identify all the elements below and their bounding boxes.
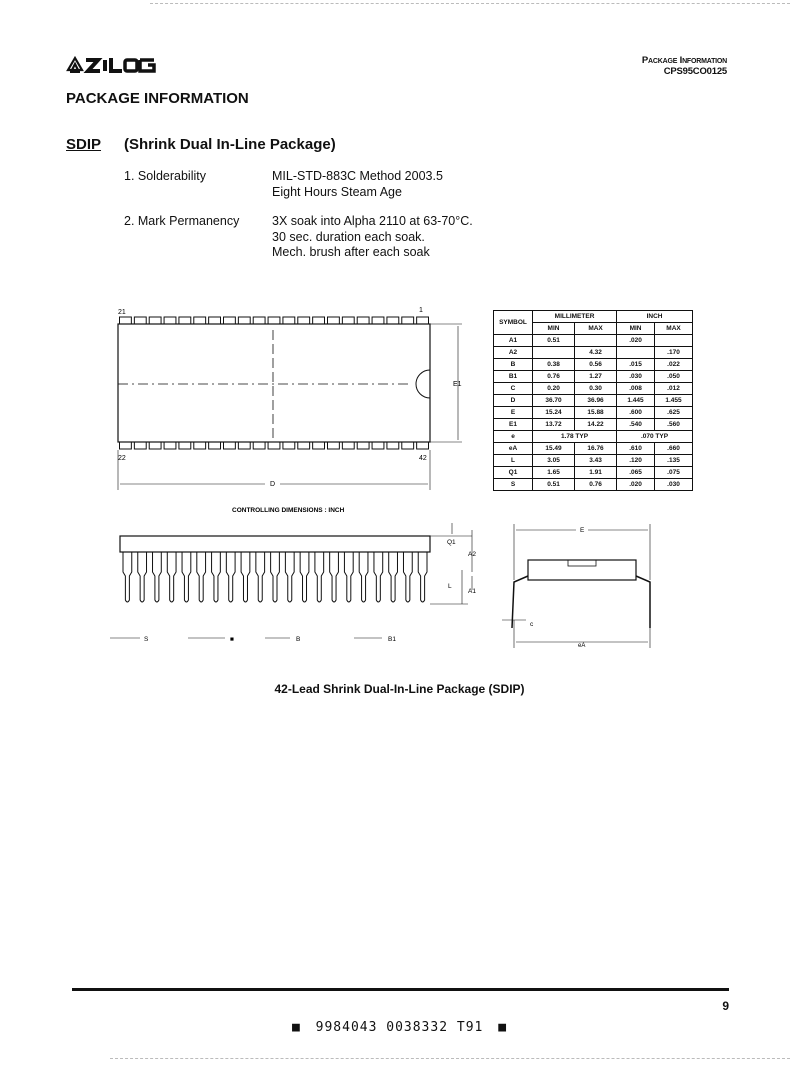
pin-top xyxy=(149,317,161,324)
dim-a1-label: A1 xyxy=(468,588,476,595)
table-row xyxy=(494,347,693,359)
cell-mm-min: 0.38 xyxy=(533,359,575,371)
dim-l-label: L xyxy=(448,583,452,590)
end-lead-right xyxy=(636,576,650,628)
pin-top xyxy=(357,317,369,324)
pin-top xyxy=(387,317,399,324)
dim-q1-label: Q1 xyxy=(447,539,456,546)
pin-bottom xyxy=(387,442,399,449)
cell-mm-max: 4.32 xyxy=(575,347,617,359)
cell-in-min: .120 xyxy=(617,455,655,467)
pin-top xyxy=(209,317,221,324)
cell-mm-min: 0.51 xyxy=(533,335,575,347)
pin-top xyxy=(238,317,250,324)
cell-mm-min: 13.72 xyxy=(533,419,575,431)
dim-c-label: c xyxy=(530,621,534,628)
cell-mm-min: 15.49 xyxy=(533,443,575,455)
side-body xyxy=(120,536,430,552)
side-lead xyxy=(300,552,309,602)
cell-in-min: .030 xyxy=(617,371,655,383)
spec-value-line: MIL-STD-883C Method 2003.5 xyxy=(272,169,443,183)
scan-line-bottom xyxy=(110,1058,790,1060)
top-pin-row xyxy=(120,317,429,324)
cell-mm-min: 0.51 xyxy=(533,479,575,491)
pin-bottom xyxy=(120,442,132,449)
side-lead xyxy=(256,552,265,602)
cell-in-min: .600 xyxy=(617,407,655,419)
barcode-block-right: ■ xyxy=(498,1020,508,1035)
cell-mm-min xyxy=(533,347,575,359)
side-lead xyxy=(344,552,353,602)
pin-top xyxy=(417,317,429,324)
side-lead xyxy=(212,552,221,602)
pin-bottom xyxy=(224,442,236,449)
pin-label-42: 42 xyxy=(419,455,427,462)
top-view-drawing xyxy=(100,300,480,520)
side-lead xyxy=(418,552,427,602)
dim-b-label: B xyxy=(296,636,301,643)
spec-value-line: 30 sec. duration each soak. xyxy=(272,229,425,244)
pin-top xyxy=(120,317,132,324)
cell-in-max: .050 xyxy=(655,371,693,383)
pin-bottom xyxy=(342,442,354,449)
side-lead xyxy=(374,552,383,602)
cell-mm-max: 0.56 xyxy=(575,359,617,371)
cell-mm-max: 0.30 xyxy=(575,383,617,395)
cell-in-min: .540 xyxy=(617,419,655,431)
header-inch: INCH xyxy=(617,311,693,323)
side-lead xyxy=(153,552,162,602)
cell-symbol: B xyxy=(494,359,533,371)
page-number: 9 xyxy=(722,999,729,1013)
spec-value-2 xyxy=(272,214,473,261)
page-title: PACKAGE INFORMATION xyxy=(66,90,249,107)
pin-label-21: 21 xyxy=(118,309,126,316)
side-lead xyxy=(167,552,176,602)
spec-label-1: 1. Solderability xyxy=(124,169,206,183)
barcode-line xyxy=(0,1020,799,1035)
scan-line-top xyxy=(150,3,790,5)
pin-bottom xyxy=(164,442,176,449)
pin-label-1: 1 xyxy=(419,307,423,314)
cell-in-min: .020 xyxy=(617,335,655,347)
pin-top xyxy=(224,317,236,324)
figure-caption: 42-Lead Shrink Dual-In-Line Package (SDIP) xyxy=(274,682,525,696)
pin-bottom xyxy=(417,442,429,449)
cell-symbol: L xyxy=(494,455,533,467)
package-body xyxy=(118,324,430,442)
side-lead xyxy=(197,552,206,602)
cell-symbol: D xyxy=(494,395,533,407)
barcode-text: 9984043 0038332 T91 xyxy=(315,1020,484,1035)
pin-bottom xyxy=(357,442,369,449)
cell-in-max: .170 xyxy=(655,347,693,359)
cell-mm-max: 16.76 xyxy=(575,443,617,455)
cell-symbol: eA xyxy=(494,443,533,455)
side-lead xyxy=(330,552,339,602)
zilog-logo xyxy=(66,52,158,76)
side-lead xyxy=(359,552,368,602)
cell-mm-max: 1.27 xyxy=(575,371,617,383)
cell-in-min: .610 xyxy=(617,443,655,455)
barcode-block-left: ■ xyxy=(291,1020,301,1035)
header-symbol: SYMBOL xyxy=(494,311,533,335)
pin-top xyxy=(298,317,310,324)
header-millimeter: MILLIMETER xyxy=(533,311,617,323)
pin-bottom xyxy=(313,442,325,449)
cell-symbol: E xyxy=(494,407,533,419)
table-row xyxy=(494,467,693,479)
pin-bottom xyxy=(134,442,146,449)
spec-value-line: Eight Hours Steam Age xyxy=(272,184,402,199)
pin-bottom xyxy=(402,442,414,449)
side-lead xyxy=(182,552,191,602)
dim-s-label: S xyxy=(144,636,149,643)
cell-symbol: A1 xyxy=(494,335,533,347)
pin-top xyxy=(283,317,295,324)
pin1-notch xyxy=(416,370,430,398)
table-row xyxy=(494,431,693,443)
dim-b1-label: B1 xyxy=(388,636,396,643)
dim-ea-label: eA xyxy=(578,643,586,649)
cell-symbol: C xyxy=(494,383,533,395)
table-row xyxy=(494,335,693,347)
cell-mm-min: 1.65 xyxy=(533,467,575,479)
side-lead xyxy=(271,552,280,602)
pin-bottom xyxy=(283,442,295,449)
cell-mm-max: 0.76 xyxy=(575,479,617,491)
pin-label-22: 22 xyxy=(118,455,126,462)
cell-symbol: e xyxy=(494,431,533,443)
pin-bottom xyxy=(328,442,340,449)
side-lead xyxy=(123,552,132,602)
sub-max: MAX xyxy=(575,323,617,335)
pin-top xyxy=(313,317,325,324)
cell-mm-max xyxy=(575,335,617,347)
pin-top xyxy=(134,317,146,324)
pin-top xyxy=(328,317,340,324)
cell-in-max: .135 xyxy=(655,455,693,467)
end-body xyxy=(528,560,636,580)
cell-in-max: .660 xyxy=(655,443,693,455)
pin-bottom xyxy=(253,442,265,449)
cell-mm-min: 15.24 xyxy=(533,407,575,419)
table-row xyxy=(494,443,693,455)
table-row xyxy=(494,359,693,371)
pin-bottom xyxy=(194,442,206,449)
cell-in-min: .020 xyxy=(617,479,655,491)
side-lead xyxy=(389,552,398,602)
spec-value-line: 3X soak into Alpha 2110 at 63-70°C. xyxy=(272,214,473,228)
cell-symbol: B1 xyxy=(494,371,533,383)
dim-e-label: E xyxy=(580,527,585,534)
cell-mm-min: 0.76 xyxy=(533,371,575,383)
cell-in-max: .012 xyxy=(655,383,693,395)
footer-rule xyxy=(72,988,729,991)
pin-top xyxy=(253,317,265,324)
pin-top xyxy=(164,317,176,324)
cell-in-min: 1.445 xyxy=(617,395,655,407)
cell-in-min: .015 xyxy=(617,359,655,371)
side-view-drawing xyxy=(100,520,490,655)
side-lead xyxy=(226,552,235,602)
sub-max: MAX xyxy=(655,323,693,335)
cell-in-max: .030 xyxy=(655,479,693,491)
table-row xyxy=(494,407,693,419)
side-lead xyxy=(241,552,250,602)
pin-bottom xyxy=(372,442,384,449)
cell-symbol: Q1 xyxy=(494,467,533,479)
pin-bottom xyxy=(268,442,280,449)
dim-d-label: D xyxy=(270,481,276,488)
side-lead-row xyxy=(123,552,427,602)
package-title: (Shrink Dual In-Line Package) xyxy=(124,136,336,153)
side-lead xyxy=(285,552,294,602)
end-view-drawing xyxy=(500,520,670,655)
dim-a2-label: A2 xyxy=(468,551,476,558)
pin-top xyxy=(179,317,191,324)
pin-bottom xyxy=(179,442,191,449)
cell-in-max: .560 xyxy=(655,419,693,431)
header-right xyxy=(642,55,727,77)
cell-mm-min: 0.20 xyxy=(533,383,575,395)
spec-value-1 xyxy=(272,169,443,200)
cell-mm-max: 3.43 xyxy=(575,455,617,467)
cell-mm-span: 1.78 TYP xyxy=(533,431,617,443)
table-row xyxy=(494,455,693,467)
pin-bottom xyxy=(209,442,221,449)
end-body-top xyxy=(568,560,596,566)
cell-mm-min: 36.70 xyxy=(533,395,575,407)
cell-mm-min: 3.05 xyxy=(533,455,575,467)
cell-in-max: .625 xyxy=(655,407,693,419)
pin-top xyxy=(402,317,414,324)
table-row xyxy=(494,371,693,383)
pin-top xyxy=(194,317,206,324)
cell-symbol: S xyxy=(494,479,533,491)
table-row xyxy=(494,419,693,431)
header-doc-code: CPS95CO0125 xyxy=(663,66,727,77)
cell-mm-max: 14.22 xyxy=(575,419,617,431)
cell-in-min xyxy=(617,347,655,359)
pin-top xyxy=(372,317,384,324)
sub-min: MIN xyxy=(617,323,655,335)
spec-value-line: Mech. brush after each soak xyxy=(272,245,430,259)
bottom-pin-row xyxy=(120,442,429,449)
table-row xyxy=(494,383,693,395)
cell-in-max xyxy=(655,335,693,347)
cell-symbol: E1 xyxy=(494,419,533,431)
dim-e-label: ■ xyxy=(230,636,234,643)
pin-top xyxy=(342,317,354,324)
cell-mm-max: 1.91 xyxy=(575,467,617,479)
cell-symbol: A2 xyxy=(494,347,533,359)
cell-in-max: .075 xyxy=(655,467,693,479)
spec-label-2: 2. Mark Permanency xyxy=(124,214,240,228)
pin-bottom xyxy=(238,442,250,449)
package-name: SDIP xyxy=(66,136,102,153)
table-row xyxy=(494,479,693,491)
cell-in-min: .065 xyxy=(617,467,655,479)
side-lead xyxy=(315,552,324,602)
header-section: Package Information xyxy=(641,55,727,66)
cell-in-max: .022 xyxy=(655,359,693,371)
cell-in-max: 1.455 xyxy=(655,395,693,407)
cell-in-span: .070 TYP xyxy=(617,431,693,443)
cell-mm-max: 36.96 xyxy=(575,395,617,407)
table-row xyxy=(494,395,693,407)
side-lead xyxy=(403,552,412,602)
pin-bottom xyxy=(298,442,310,449)
side-lead xyxy=(138,552,147,602)
pin-top xyxy=(268,317,280,324)
cell-in-min: .008 xyxy=(617,383,655,395)
dimensions-table xyxy=(493,310,693,491)
pin-bottom xyxy=(149,442,161,449)
controlling-dimensions: CONTROLLING DIMENSIONS : INCH xyxy=(232,507,345,514)
dim-e1-label: E1 xyxy=(453,381,462,388)
sub-min: MIN xyxy=(533,323,575,335)
cell-mm-max: 15.88 xyxy=(575,407,617,419)
